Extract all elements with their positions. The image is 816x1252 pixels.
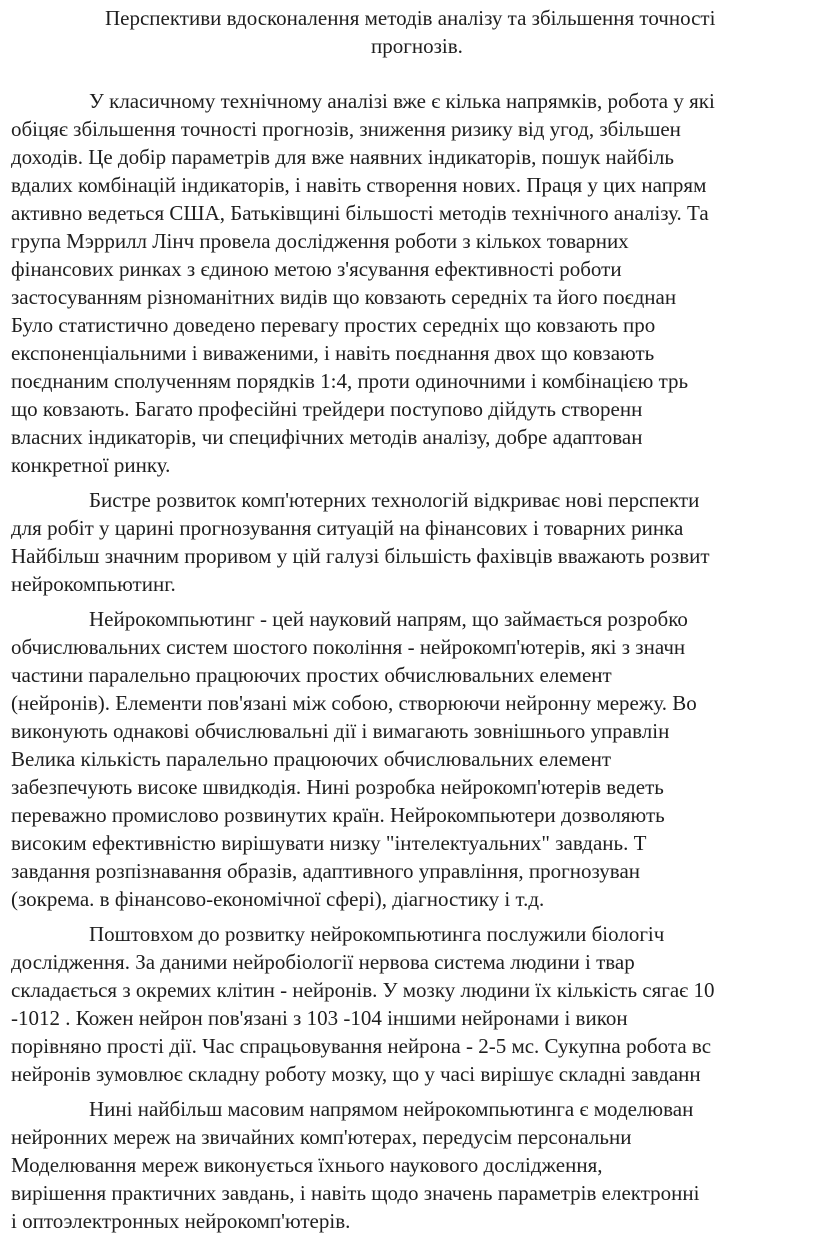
paragraph-2-line: нейрокомпьютинг. [11,572,176,596]
paragraph-5-line: Моделювання мереж виконується їхнього наукового дослідження, [11,1153,603,1177]
paragraph-1-line: поєднаним сполученням порядків 1:4, проти одиночними і комбінацією трь [11,369,689,393]
paragraph-2-line: Бистре розвиток комп'ютерних технологій відкриває нові перспекти [89,488,700,512]
paragraph-1-line: У класичному технічному аналізі вже є кілька напрямків, робота у які [89,89,715,113]
paragraph-1-line: доходів. Це добір параметрів для вже наявних індикаторів, пошук найбіль [11,145,674,169]
paragraph-2-line: Найбільш значним проривом у цій галузі більшість фахівців вважають розвит [11,544,710,568]
paragraph-4-line: складається з окремих клітин - нейронів. У мозку людини їх кількість сягає 10 [11,978,715,1002]
paragraph-1-line: вдалих комбінацій індикаторів, і навіть створення нових. Праця у цих напрям [11,173,707,197]
paragraph-3-line: (зокрема. в фінансово-економічної сфері), діагностику і т.д. [11,887,545,911]
paragraph-1-line: група Мэррилл Лінч провела дослідження роботи з кількох товарних [11,229,629,253]
paragraph-1-line: експоненціальними і виваженими, і навіть поєднання двох що ковзають [11,341,655,365]
paragraph-4-line: нейронів зумовлює складну роботу мозку, що у часі вирішує складні завданн [11,1062,701,1086]
paragraph-3-line: Велика кількість паралельно працюючих обчислювальних елемент [11,747,612,771]
paragraph-4-line: порівняно прості дії. Час спрацьовування нейрона - 2-5 мс. Сукупна робота вс [11,1034,712,1058]
paragraph-5-line: і оптоэлектронных нейрокомп'ютерів. [11,1209,351,1233]
paragraph-3-line: завдання розпізнавання образів, адаптивного управління, прогнозуван [11,859,641,883]
paragraph-4-line: Поштовхом до розвитку нейрокомпьютинга послужили біологіч [89,922,665,946]
paragraph-3-line: (нейронів). Елементи пов'язані між собою, створюючи нейронну мережу. Во [11,691,697,715]
paragraph-1-line: Було статистично доведено перевагу простих середніх що ковзають про [11,313,656,337]
paragraph-1-line: власних індикаторів, чи специфічних методів аналізу, добре адаптован [11,425,643,449]
paragraph-3-line: обчислювальних систем шостого покоління - нейрокомп'ютерів, які з значн [11,635,686,659]
paragraph-3-line: забезпечують високе швидкодія. Нині розробка нейрокомп'ютерів ведеть [11,775,664,799]
page-title-line-1: Перспективи вдосконалення методів аналізу та збільшення точності [105,6,716,30]
paragraph-1-line: обіцяє збільшення точності прогнозів, зниження ризику від угод, збільшен [11,117,681,141]
page-title-line-2: прогнозів. [371,34,463,58]
paragraph-1-line: застосуванням різноманітних видів що ковзають середніх та його поєднан [11,285,677,309]
paragraph-1-line: активно ведеться США, Батьківщині більшості методів технічного аналізу. Та [11,201,709,225]
paragraph-1-line: фінансових ринках з єдиною метою з'ясування ефективності роботи [11,257,622,281]
paragraph-3-line: переважно промислово розвинутих країн. Нейрокомпьютери дозволяють [11,803,665,827]
paragraph-3-line: високим ефективністю вирішувати низку "інтелектуальних" завдань. Т [11,831,647,855]
paragraph-5-line: Нині найбільш масовим напрямом нейрокомпьютинга є моделюван [89,1097,694,1121]
paragraph-3-line: Нейрокомпьютинг - цей науковий напрям, що займається розробко [89,607,688,631]
paragraph-5-line: вирішення практичних завдань, і навіть щодо значень параметрів електронні [11,1181,700,1205]
paragraph-4-line: -1012 . Кожен нейрон пов'язані з 103 -104 іншими нейронами і викон [11,1006,628,1030]
paragraph-3-line: частини паралельно працюючих простих обчислювальних елемент [11,663,612,687]
paragraph-5-line: нейронних мереж на звичайних комп'ютерах, передусім персональни [11,1125,632,1149]
paragraph-4-line: дослідження. За даними нейробіології нервова система людини і твар [11,950,635,974]
paragraph-2-line: для робіт у царині прогнозування ситуацій на фінансових і товарних ринка [11,516,684,540]
paragraph-1-line: що ковзають. Багато професійні трейдери поступово дійдуть створенн [11,397,643,421]
paragraph-3-line: виконують однакові обчислювальні дії і вимагають зовнішнього управлін [11,719,670,743]
paragraph-1-line: конкретної ринку. [11,453,171,477]
